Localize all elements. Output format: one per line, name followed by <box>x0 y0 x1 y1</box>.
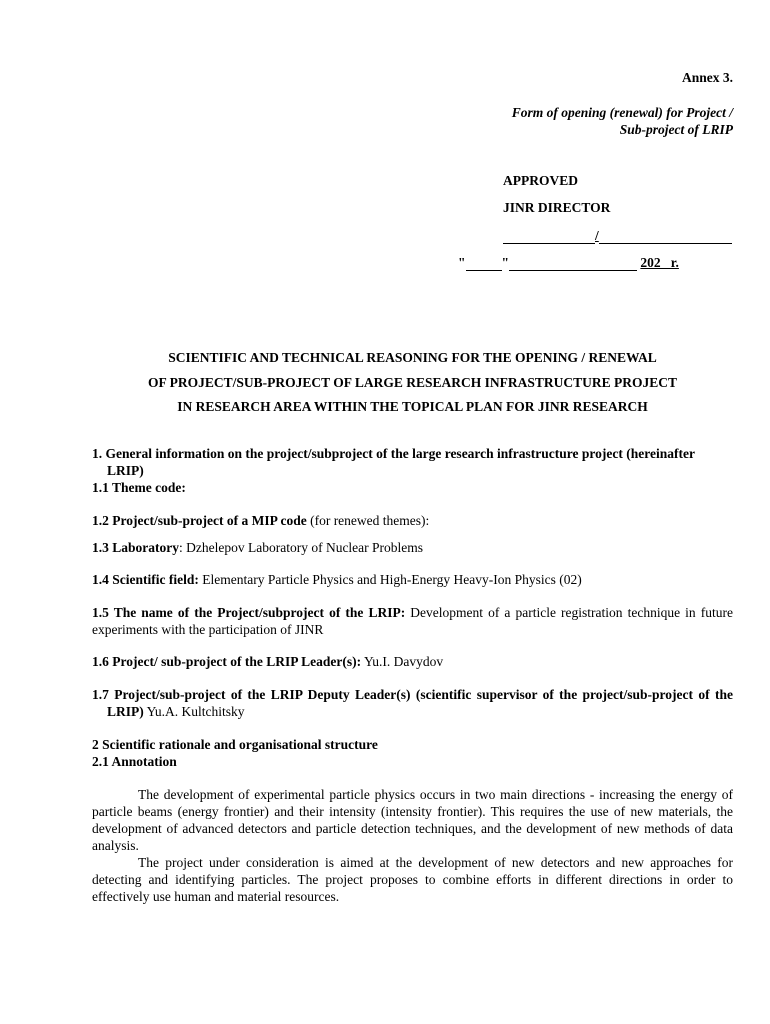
annotation-paragraph-1: The development of experimental particle physics occurs in two main directions - increasing the energy of particle beams (energy frontier) and their intensity (intensity frontier). This requires the use of new materials, the development of advanced detectors and particle detection techniques, and the development of new methods of data analysis. <box>92 787 733 853</box>
project-name-value: Development of a particle registration technique in future experiments with the participation of JINR <box>92 605 733 637</box>
month-blank <box>509 258 637 271</box>
scientific-field-label: 1.4 Scientific field: <box>92 572 199 587</box>
document-title <box>0 346 770 420</box>
title-line3: IN RESEARCH AREA WITHIN THE TOPICAL PLAN FOR JINR RESEARCH <box>177 399 648 414</box>
annotation-paragraph-2: The project under consideration is aimed at the development of new detectors and new approaches for detecting and identifying particles. The project proposes to combine efforts in different directions in order to effectively use human and material resources. <box>92 855 733 904</box>
project-code-label: 1.2 Project/sub-project of a MIP code <box>92 513 307 528</box>
section-2-title: 2 Scientific rationale and organisational structure <box>92 737 378 752</box>
signature-line <box>503 228 732 244</box>
project-code-value: (for renewed themes): <box>306 513 430 528</box>
title-line2: OF PROJECT/SUB-PROJECT OF LARGE RESEARCH INFRASTRUCTURE PROJECT <box>147 374 678 390</box>
laboratory-label: 1.3 Laboratory <box>92 540 179 555</box>
form-title <box>512 104 733 138</box>
day-blank <box>466 258 502 271</box>
signature-slash: / <box>595 228 599 243</box>
annotation-heading: 2.1 Annotation <box>92 754 177 769</box>
date-quote-close: " <box>501 255 509 270</box>
project-name <box>92 604 733 638</box>
scientific-field <box>92 571 733 588</box>
form-title-line2: Sub-project of LRIP <box>619 122 733 137</box>
deputy-leader-label: 1.7 Project/sub-project of the LRIP Deputy Leader(s) (scientific supervisor of the project/sub-project of the LRIP) <box>92 687 733 719</box>
project-leader-value: Yu.I. Davydov <box>361 654 444 669</box>
form-title-line1: Form of opening (renewal) for Project / <box>511 105 733 120</box>
project-code <box>92 512 733 529</box>
project-name-label: 1.5 The name of the Project/subproject of the LRIP: <box>92 605 406 620</box>
approved-label: APPROVED <box>503 173 578 188</box>
annex-label: Annex 3. <box>681 70 733 85</box>
scientific-field-value: Elementary Particle Physics and High-Energy Heavy-Ion Physics (02) <box>198 572 582 587</box>
document-body <box>92 445 733 905</box>
section-1-title: 1. General information on the project/subproject of the large research infrastructure project (hereinafter LRIP) <box>92 446 695 478</box>
laboratory-value: : Dzhelepov Laboratory of Nuclear Problems <box>179 540 424 555</box>
date-year: 202_ r. <box>640 255 679 270</box>
name-blank <box>599 231 732 244</box>
theme-code: 1.1 Theme code: <box>92 480 186 495</box>
project-leader <box>92 653 733 670</box>
title-line1: SCIENTIFIC AND TECHNICAL REASONING FOR THE OPENING / RENEWAL <box>168 350 657 365</box>
project-leader-label: 1.6 Project/ sub-project of the LRIP Leader(s): <box>92 654 362 669</box>
director-label: JINR DIRECTOR <box>503 200 611 215</box>
deputy-leader <box>92 686 733 720</box>
signature-blank <box>503 231 595 244</box>
date-line <box>458 255 679 271</box>
date-quote-open: " <box>458 255 466 270</box>
laboratory <box>92 539 733 556</box>
deputy-leader-value: Yu.A. Kultchitsky <box>143 704 245 719</box>
